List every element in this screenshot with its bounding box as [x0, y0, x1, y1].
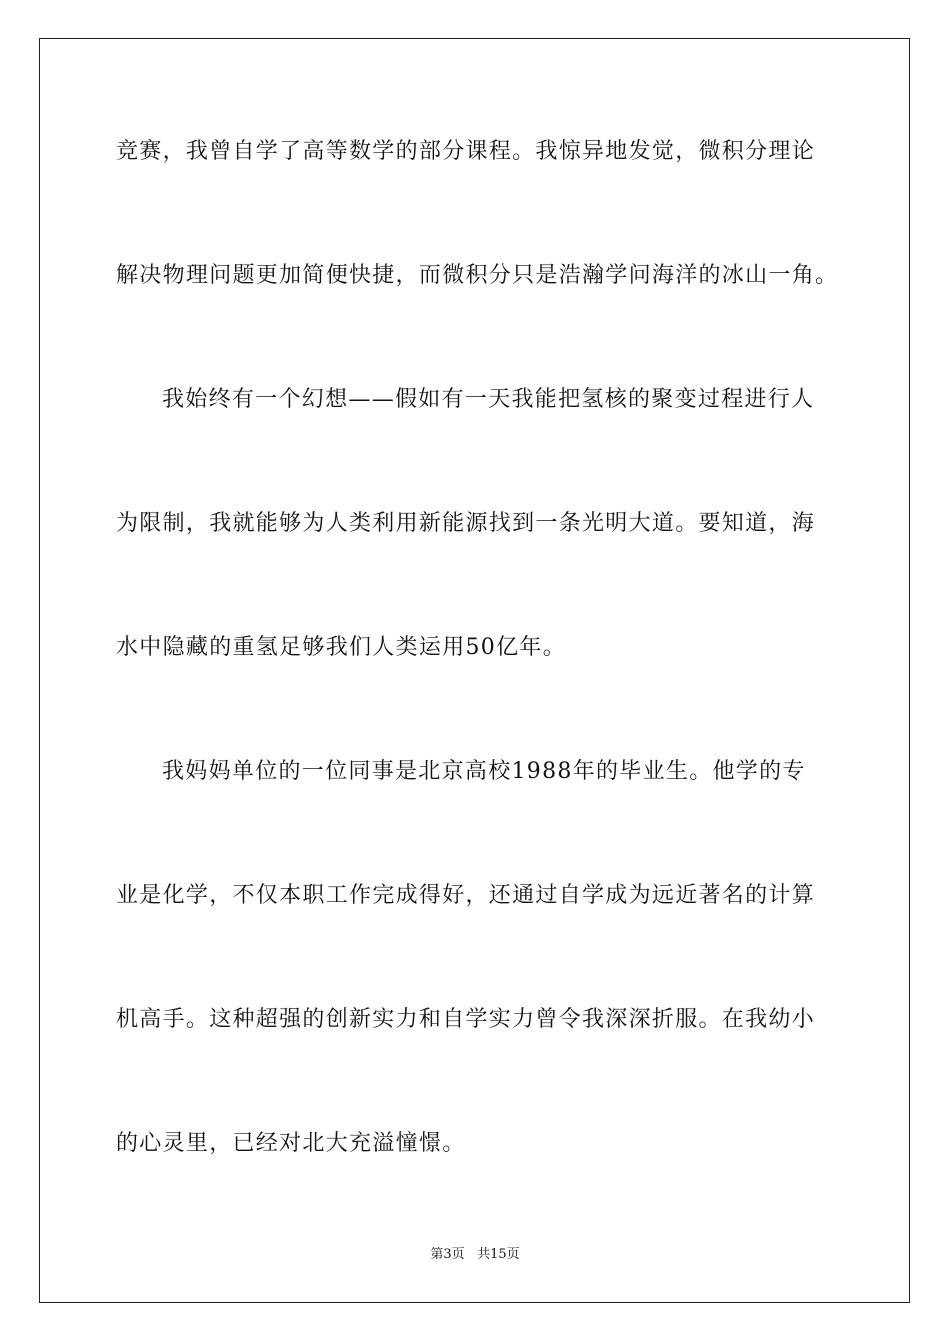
text-line-7: 业是化学，不仅本职工作完成得好，还通过自学成为远近著名的计算 — [116, 883, 816, 908]
page-total: 共15页 — [477, 1247, 520, 1262]
text-line-1: 竞赛，我曾自学了高等数学的部分课程。我惊异地发觉，微积分理论 — [116, 139, 816, 164]
text-line-8: 机高手。这种超强的创新实力和自学实力曾令我深深折服。在我幼小 — [116, 1007, 816, 1032]
text-line-2: 解决物理问题更加简便快捷，而微积分只是浩瀚学问海洋的冰山一角。 — [116, 263, 839, 288]
text-line-5: 水中隐藏的重氢足够我们人类运用50亿年。 — [116, 635, 566, 660]
page-footer — [0, 1246, 950, 1264]
page-border — [39, 38, 910, 1303]
text-line-9: 的心灵里，已经对北大充溢憧憬。 — [116, 1131, 466, 1156]
text-line-4: 为限制，我就能够为人类利用新能源找到一条光明大道。要知道，海 — [116, 511, 816, 536]
paragraph-3-line-1: 我妈妈单位的一位同事是北京高校1988年的毕业生。他学的专 — [162, 759, 806, 784]
page-number: 第3页 — [430, 1247, 465, 1262]
paragraph-2-line-1: 我始终有一个幻想——假如有一天我能把氢核的聚变过程进行人 — [162, 387, 815, 412]
